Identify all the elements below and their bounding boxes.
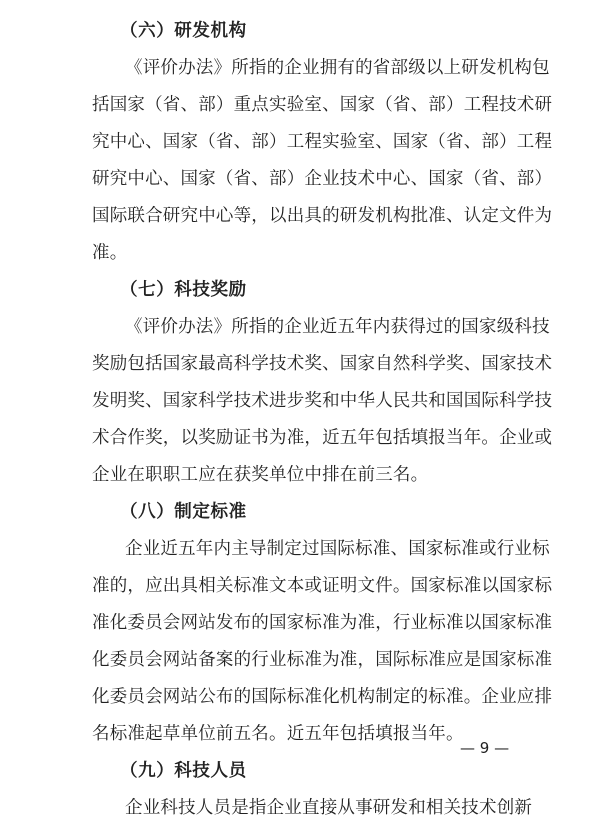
- paragraph-line: 奖励包括国家最高科学技术奖、国家自然科学奖、国家技术: [92, 354, 553, 374]
- page-number: — 9 —: [460, 739, 510, 757]
- paragraph-line: 准化委员会网站发布的国家标准为准，行业标准以国家标准: [92, 613, 553, 633]
- paragraph-line: 化委员会网站备案的行业标准为准，国际标准应是国家标准: [92, 650, 553, 670]
- paragraph-line: 术合作奖，以奖励证书为准，近五年包括填报当年。企业或: [92, 428, 553, 448]
- paragraph-line: 准的，应出具相关标准文本或证明文件。国家标准以国家标: [92, 576, 553, 596]
- paragraph-line: 企业近五年内主导制定过国际标准、国家标准或行业标: [125, 539, 550, 559]
- paragraph-line: 国际联合研究中心等，以出具的研发机构批准、认定文件为: [92, 206, 553, 226]
- paragraph-line: 企业在职职工应在获奖单位中排在前三名。: [92, 465, 429, 485]
- paragraph-line: 究中心、国家（省、部）工程实验室、国家（省、部）工程: [92, 132, 553, 152]
- paragraph-line: 研究中心、国家（省、部）企业技术中心、国家（省、部）: [92, 169, 553, 189]
- paragraph-line: 发明奖、国家科学技术进步奖和中华人民共和国国际科学技: [92, 391, 553, 411]
- paragraph-line: 化委员会网站公布的国际标准化机构制定的标准。企业应排: [92, 687, 553, 707]
- paragraph-line: 名标准起草单位前五名。近五年包括填报当年。: [92, 724, 464, 744]
- paragraph-line: 《评价办法》所指的企业拥有的省部级以上研发机构包: [125, 58, 550, 78]
- paragraph-line: 括国家（省、部）重点实验室、国家（省、部）工程技术研: [92, 95, 553, 115]
- section-heading-sci-tech-personnel: （九）科技人员: [120, 761, 247, 781]
- paragraph-line: 准。: [92, 243, 128, 263]
- section-heading-sci-tech-awards: （七）科技奖励: [120, 280, 247, 300]
- paragraph-line: 《评价办法》所指的企业近五年内获得过的国家级科技: [125, 317, 550, 337]
- section-heading-standards: （八）制定标准: [120, 502, 247, 522]
- paragraph-line: 企业科技人员是指企业直接从事研发和相关技术创新: [125, 798, 533, 818]
- section-heading-rd-institutions: （六）研发机构: [120, 21, 247, 41]
